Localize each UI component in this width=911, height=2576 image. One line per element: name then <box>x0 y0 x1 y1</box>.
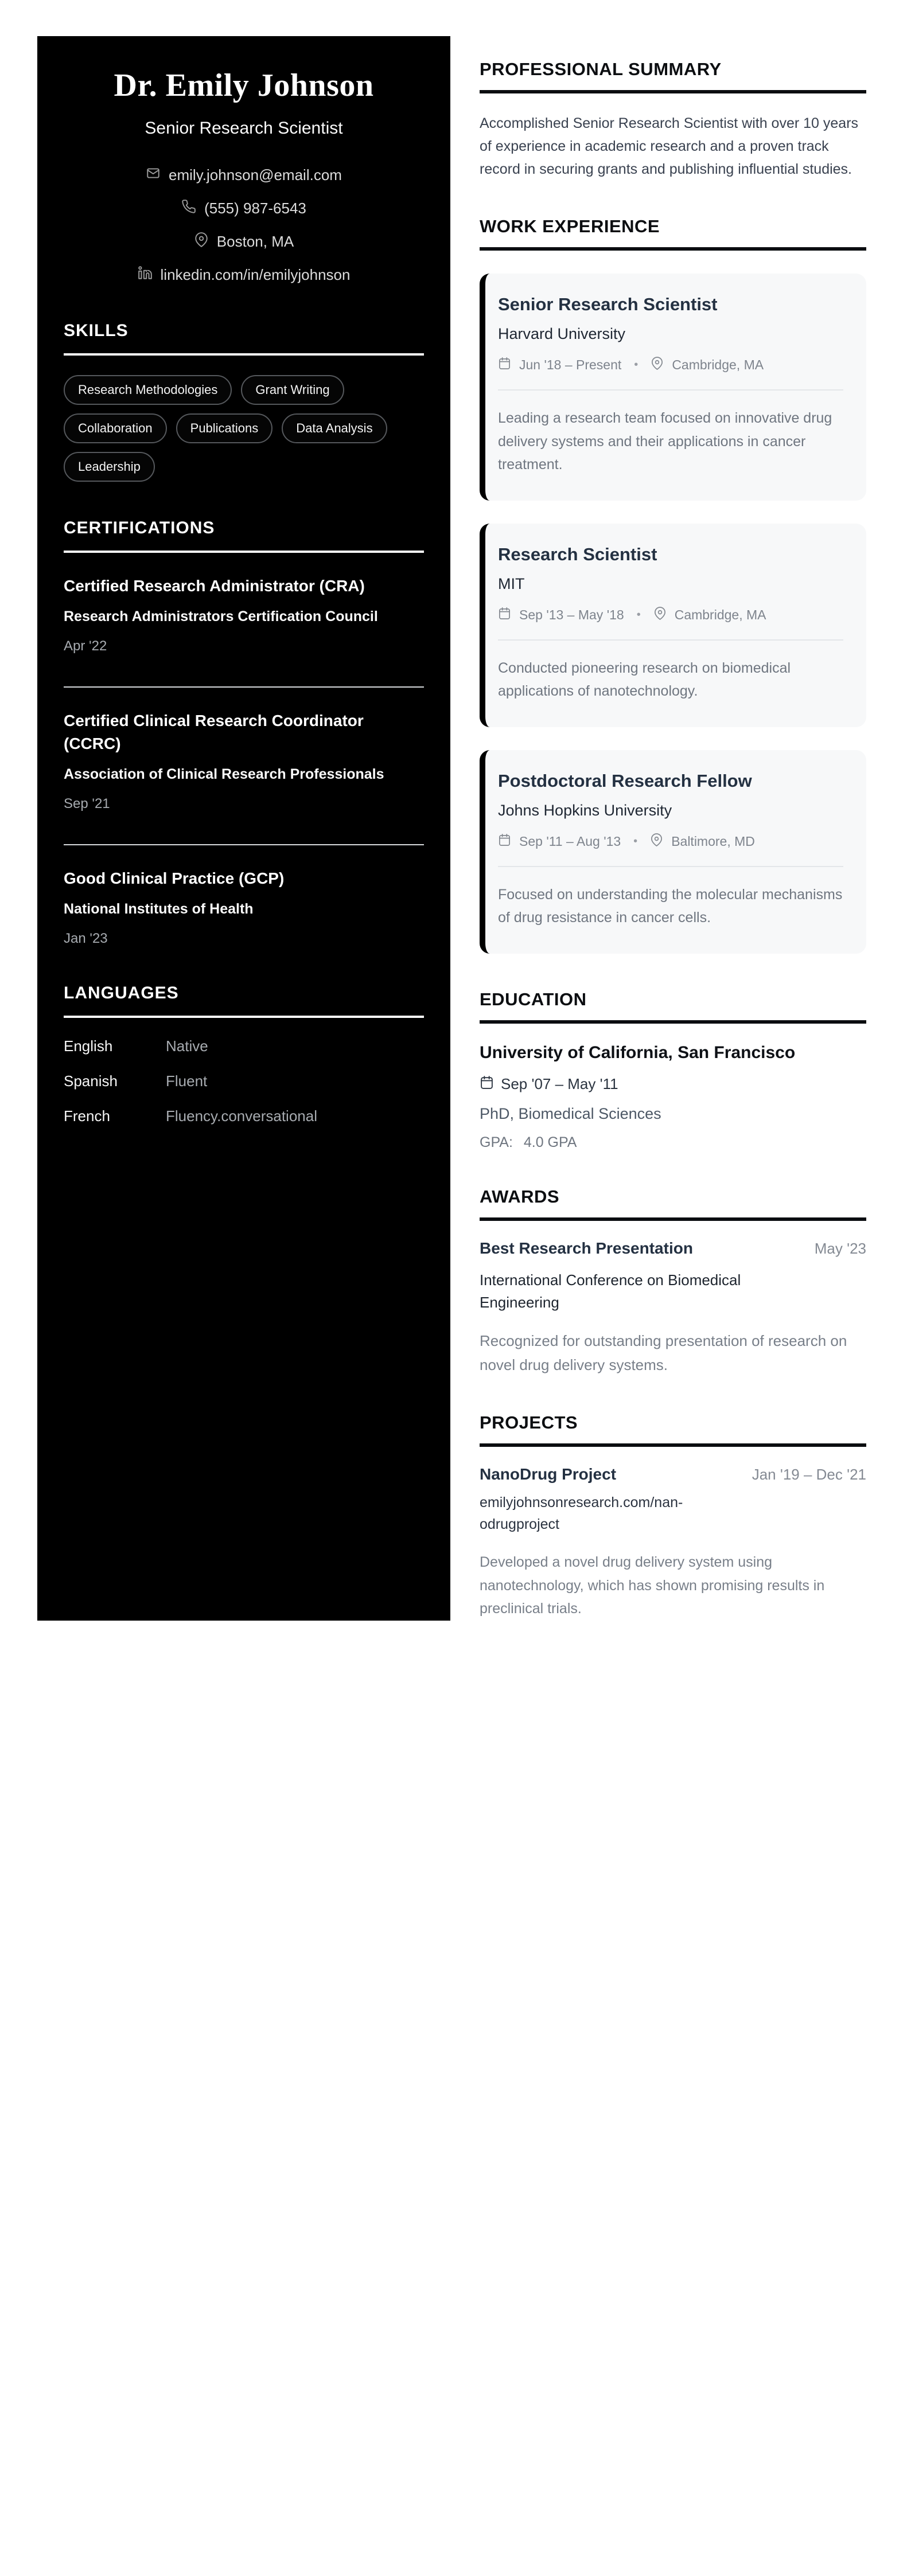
award-item <box>480 1239 866 1377</box>
section-underline <box>480 247 866 251</box>
job-dates: Jun '18 – Present <box>519 357 622 372</box>
experience-section <box>480 216 866 954</box>
certification-title: Certified Clinical Research Coordinator (CCRC) <box>64 711 364 753</box>
projects-heading: PROJECTS <box>480 1412 578 1433</box>
job-title: Research Scientist <box>498 544 657 564</box>
job-meta <box>498 357 843 373</box>
gpa-label: GPA: <box>480 1134 513 1150</box>
project-item <box>480 1465 866 1621</box>
language-level: Fluent <box>166 1072 208 1090</box>
language-name: Spanish <box>64 1072 118 1090</box>
education-degree: PhD, Biomedical Sciences <box>480 1104 661 1122</box>
calendar-icon <box>498 833 511 850</box>
job-location: Cambridge, MA <box>674 607 766 622</box>
location-pin-icon <box>651 357 664 373</box>
phone-icon <box>181 199 196 218</box>
section-underline <box>64 551 424 553</box>
education-school: University of California, San Francisco <box>480 1043 796 1062</box>
job-company: MIT <box>498 575 525 592</box>
certification-issuer: Research Administrators Certification Council <box>64 608 378 625</box>
contact-phone: (555) 987-6543 <box>204 200 306 217</box>
project-dates: Jan '19 – Dec '21 <box>752 1465 866 1483</box>
skill-pill: Grant Writing <box>241 375 344 405</box>
contact-row-email <box>64 166 424 185</box>
certification-date: Jan '23 <box>64 931 108 947</box>
calendar-icon <box>480 1075 494 1094</box>
project-description: Developed a novel drug delivery system using nanotechnology, which has shown promising results in preclinical trials. <box>480 1554 825 1617</box>
contact-row-location <box>64 232 424 251</box>
education-section <box>480 989 866 1151</box>
calendar-icon <box>498 607 511 623</box>
skills-section <box>64 321 424 482</box>
language-level: Fluency.conversational <box>166 1107 317 1125</box>
meta-separator: • <box>634 358 639 371</box>
certifications-section <box>64 518 424 947</box>
project-link[interactable]: emilyjohnsonresearch.com/nanodrugproject <box>480 1494 683 1533</box>
job-divider <box>498 639 843 641</box>
awards-heading: AWARDS <box>480 1186 560 1207</box>
location-pin-icon <box>653 607 667 623</box>
job-card <box>480 750 866 954</box>
language-row <box>64 1107 424 1125</box>
certification-title: Good Clinical Practice (GCP) <box>64 869 285 888</box>
languages-heading: LANGUAGES <box>64 983 179 1003</box>
section-underline <box>480 1020 866 1024</box>
person-name: Dr. Emily Johnson <box>114 68 374 103</box>
award-description: Recognized for outstanding presentation of research on novel drug delivery systems. <box>480 1332 847 1373</box>
contact-info <box>64 166 424 284</box>
job-title: Senior Research Scientist <box>498 294 718 314</box>
language-row <box>64 1072 424 1090</box>
sidebar <box>37 36 450 1621</box>
main-column <box>480 36 866 1621</box>
language-name: French <box>64 1107 110 1125</box>
certification-item <box>64 575 424 654</box>
job-card <box>480 524 866 727</box>
skills-heading: SKILLS <box>64 321 129 340</box>
education-dates-row <box>480 1075 866 1094</box>
experience-heading: WORK EXPERIENCE <box>480 216 660 236</box>
meta-separator: • <box>633 834 638 848</box>
summary-text: Accomplished Senior Research Scientist with over 10 years of experience in academic research and a proven track record in securing grants and publishing influential studies. <box>480 115 859 177</box>
education-gpa-row <box>480 1134 866 1151</box>
job-description: Focused on understanding the molecular mechanisms of drug resistance in cancer cells. <box>498 886 843 926</box>
certification-item <box>64 709 424 812</box>
job-title: Postdoctoral Research Fellow <box>498 770 752 791</box>
job-meta <box>498 607 843 623</box>
language-name: English <box>64 1037 113 1055</box>
skill-pill: Leadership <box>64 452 155 482</box>
job-dates: Sep '13 – May '18 <box>519 607 624 622</box>
skills-list <box>64 375 424 482</box>
award-date: May '23 <box>814 1239 866 1257</box>
job-company: Harvard University <box>498 325 626 342</box>
contact-location: Boston, MA <box>216 233 294 250</box>
meta-separator: • <box>636 608 641 621</box>
calendar-icon <box>498 357 511 373</box>
section-underline <box>480 90 866 93</box>
education-heading: EDUCATION <box>480 989 587 1009</box>
gpa-value: 4.0 GPA <box>523 1134 577 1150</box>
skill-pill: Publications <box>176 413 273 443</box>
certification-issuer: Association of Clinical Research Professionals <box>64 766 384 783</box>
certification-divider <box>64 844 424 845</box>
certification-date: Apr '22 <box>64 638 107 654</box>
contact-linkedin[interactable]: linkedin.com/in/emilyjohnson <box>160 266 351 283</box>
summary-section <box>480 59 866 181</box>
job-location: Cambridge, MA <box>672 357 764 372</box>
location-pin-icon <box>650 833 663 850</box>
language-row <box>64 1037 424 1055</box>
skill-pill: Data Analysis <box>282 413 387 443</box>
section-underline <box>480 1217 866 1221</box>
contact-row-phone <box>64 199 424 218</box>
education-dates: Sep '07 – May '11 <box>501 1075 618 1092</box>
certification-date: Sep '21 <box>64 796 110 812</box>
resume-document <box>37 36 866 1621</box>
awards-section <box>480 1186 866 1377</box>
languages-list <box>64 1037 424 1125</box>
certification-issuer: National Institutes of Health <box>64 900 254 917</box>
award-title: Best Research Presentation <box>480 1239 693 1257</box>
skill-pill: Research Methodologies <box>64 375 232 405</box>
contact-email[interactable]: emily.johnson@email.com <box>169 166 342 184</box>
certification-divider <box>64 686 424 688</box>
languages-section <box>64 983 424 1125</box>
job-divider <box>498 389 843 391</box>
certification-item <box>64 867 424 947</box>
job-divider <box>498 866 843 867</box>
job-description: Conducted pioneering research on biomedical applications of nanotechnology. <box>498 659 791 699</box>
language-level: Native <box>166 1037 208 1055</box>
certification-title: Certified Research Administrator (CRA) <box>64 577 365 595</box>
job-description: Leading a research team focused on innovative drug delivery systems and their applications in cancer treatment. <box>498 410 832 473</box>
skill-pill: Collaboration <box>64 413 167 443</box>
section-underline <box>64 1016 424 1018</box>
projects-section <box>480 1412 866 1621</box>
section-underline <box>480 1443 866 1447</box>
mail-icon <box>146 166 161 185</box>
job-company: Johns Hopkins University <box>498 801 672 819</box>
certifications-heading: CERTIFICATIONS <box>64 518 215 537</box>
summary-heading: PROFESSIONAL SUMMARY <box>480 59 722 79</box>
award-header <box>480 1239 866 1258</box>
project-header <box>480 1465 866 1484</box>
linkedin-icon <box>138 266 153 284</box>
section-underline <box>64 353 424 356</box>
job-dates: Sep '11 – Aug '13 <box>519 833 621 849</box>
award-organization: International Conference on Biomedical Engineering <box>480 1271 741 1311</box>
job-meta <box>498 833 843 850</box>
project-title: NanoDrug Project <box>480 1465 617 1483</box>
job-card <box>480 274 866 501</box>
contact-row-linkedin <box>64 266 424 284</box>
location-pin-icon <box>194 232 209 251</box>
job-location: Baltimore, MD <box>671 833 755 849</box>
person-job-title: Senior Research Scientist <box>145 119 343 138</box>
